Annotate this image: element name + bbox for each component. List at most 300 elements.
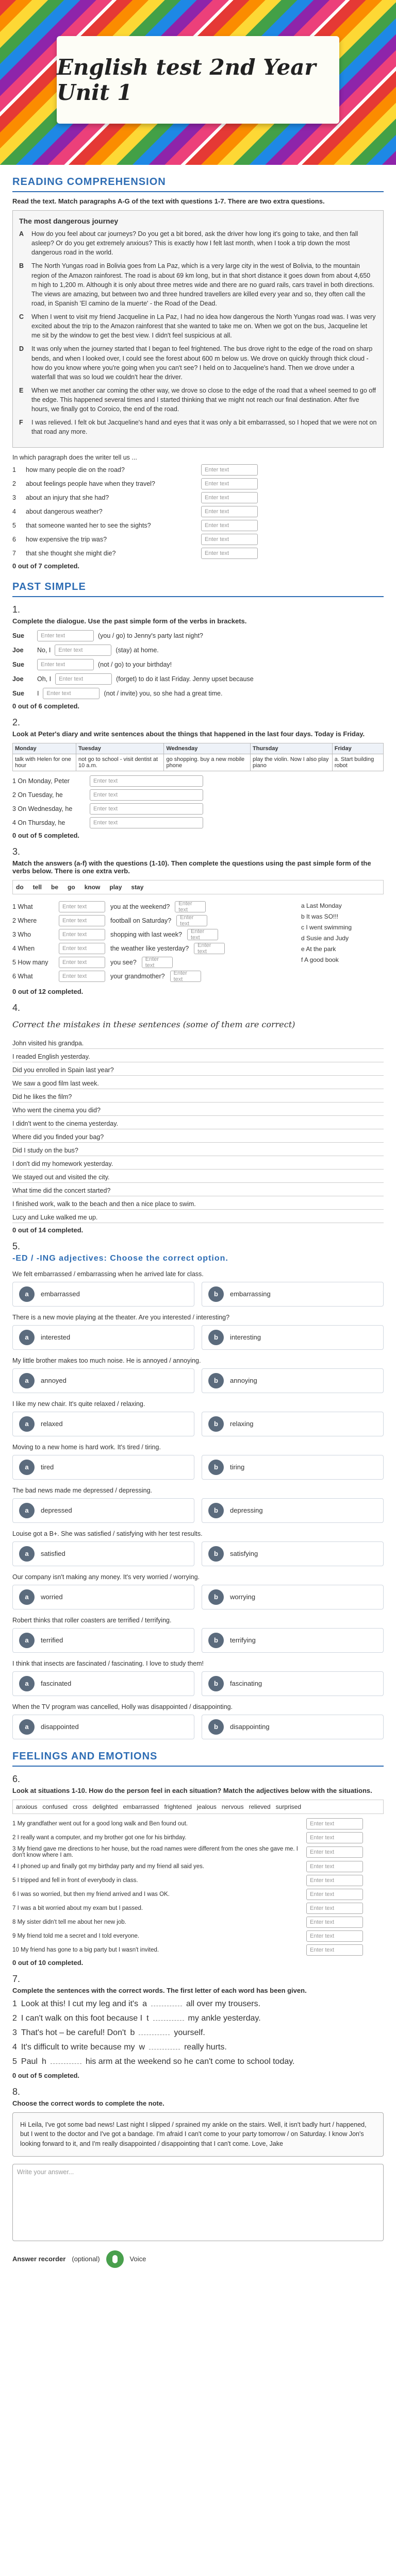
title-card [57,36,339,124]
blank-input[interactable] [153,2020,184,2021]
answer-input[interactable]: Enter text [59,929,105,940]
choice-option-a[interactable] [12,1715,194,1739]
handwriting-line[interactable]: I didn't went to the cinema yesterday. [12,1116,384,1129]
answer-input[interactable]: Enter text [37,630,94,641]
dialog-text: Oh, I [37,675,52,683]
option-text: satisfied [41,1550,65,1557]
table-cell: not go to school - visit dentist at 10 a.m. [76,754,164,771]
handwriting-line[interactable]: Did you enrolled in Spain last year? [12,1062,384,1076]
item-text: 2 On Tuesday, he [12,791,63,799]
paragraph-letter: B [19,262,24,270]
handwriting-line[interactable]: What time did the concert started? [12,1183,384,1196]
speaker: Sue [12,689,24,697]
table-cell: go shopping. buy a new mobile phone [164,754,251,771]
paragraph [19,344,377,382]
sentence-number: 3 [12,2028,17,2037]
sentence-text: all over my trousers. [186,1999,261,2008]
situation-text: 3 My friend gave me directions to her house, but the road names were different from the ones she gave me. I don't know where I am. [12,1845,299,1858]
answer-input[interactable]: Enter text [59,943,105,954]
answer-input[interactable]: Enter text [59,901,105,912]
question-end: your grandmother? [110,972,165,980]
situation-row [12,1846,384,1858]
dialog-text: (not / go) to your birthday! [98,660,172,668]
situation-row [12,1818,384,1829]
choice-option-b[interactable] [202,1585,384,1609]
question-row [12,478,384,489]
divider [12,191,384,192]
word: know [84,883,101,891]
dialog-text: (not / invite) you, so she had a great time. [104,689,223,697]
option-text: tired [41,1463,54,1471]
page-title: English test 2nd Year Unit 1 [57,55,316,105]
paragraph [19,312,377,340]
situation-text: 8 My sister didn't tell me about her new job. [12,1919,126,1925]
adjective: cross [73,1803,88,1810]
exercise-number: 8. [12,2086,21,2097]
sentence-number: 1 [12,1999,17,2008]
exercise-number: 2. [12,717,21,727]
choice-option-b[interactable] [202,1325,384,1350]
question-end: you at the weekend? [110,903,170,910]
choice-group [12,1412,384,1436]
question-end: shopping with last week? [110,930,182,938]
sentence-number: 4 [12,2042,17,2052]
handwriting-line[interactable]: We saw a good film last week. [12,1076,384,1089]
situation-row [12,1944,384,1956]
answer-input[interactable]: Enter text [59,957,105,968]
section-past-title: PAST SIMPLE [12,581,86,592]
exercise-number: 5. [12,1241,21,1251]
choice-option-b[interactable] [202,1671,384,1696]
option-badge: b [208,1330,224,1345]
choice-option-a[interactable] [12,1412,194,1436]
answer-option: e At the park [301,945,336,953]
table-header: Monday [13,743,76,754]
question-number: 3 [12,494,16,501]
situation-text: 7 I was a bit worried about my exam but I passed. [12,1905,143,1911]
handwriting-line[interactable]: Who went the cinema you did? [12,1103,384,1116]
exercise-number: 1. [12,604,21,615]
sentence-text: Paul [21,2057,38,2066]
answer-input[interactable]: Enter text [90,817,203,828]
past4-title: Correct the mistakes in these sentences (some of them are correct) [12,1019,295,1029]
choice-question: There is a new movie playing at the theater. Are you interested / interesting? [12,1313,230,1321]
answer-option: b It was SO!!! [301,912,339,920]
question-end: football on Saturday? [110,917,172,924]
option-badge: b [208,1286,224,1302]
dialog-text: (forget) to do it last Friday. Jenny upset because [116,675,254,683]
sentence-text: It's difficult to write because my [21,2042,135,2052]
reading-score: 0 out of 7 completed. [12,562,80,570]
speaker: Joe [12,646,24,654]
question-text: how expensive the trip was? [26,535,107,543]
dialog-text: (stay) at home. [116,646,159,654]
choice-option-a[interactable] [12,1585,194,1609]
option-text: fascinating [230,1680,262,1687]
answer-input[interactable]: Enter text [306,1832,363,1843]
voice-label: Voice [129,2255,146,2263]
handwriting-line[interactable]: I don't did my homework yesterday. [12,1156,384,1170]
sentence-number: 2 [12,2013,17,2023]
word: do [16,883,24,891]
question-text: about feelings people have when they travel? [26,480,155,487]
situation-text: 9 My friend told me a secret and I told everyone. [12,1933,140,1939]
choice-group [12,1671,384,1696]
answer-input[interactable]: Enter text [201,548,258,559]
choice-option-a[interactable] [12,1368,194,1393]
choice-option-a[interactable] [12,1325,194,1350]
situation-text: 5 I tripped and fell in front of everybody in class. [12,1877,138,1884]
first-letter: w [139,2042,145,2052]
paragraph-text: When we met another car coming the other way, we drove so close to the edge of the road that a wheel seemed to go off the edge. This happened several times and I started thinking that we might not reach our final destination. After five hours, we finally got to Coroico, the end of the road. [31,386,376,413]
answer-input[interactable]: Enter text [55,645,111,656]
dialog-line [12,630,384,641]
question-number: 6 [12,535,16,543]
adjective: frightened [164,1803,192,1810]
answer-input[interactable]: Enter text [201,492,258,503]
choice-group [12,1368,384,1393]
option-text: annoyed [41,1377,67,1384]
choice-option-a[interactable] [12,1541,194,1566]
answer-input[interactable]: Enter text [175,901,206,912]
dialog-line [12,673,384,685]
section-ed-ing-title: -ED / -ING adjectives: Choose the correct option. [12,1253,228,1263]
option-badge: a [19,1589,35,1605]
past3-score: 0 out of 12 completed. [12,987,84,995]
choice-option-b[interactable] [202,1628,384,1653]
option-badge: a [19,1676,35,1691]
diary-item [12,789,384,801]
paragraph-letter: C [19,313,24,320]
option-badge: b [208,1460,224,1475]
question-row [12,534,384,545]
option-badge: b [208,1373,224,1388]
answer-input[interactable]: Enter text [306,1846,363,1858]
question-number: 5 [12,521,16,529]
adjective-bank [12,1800,384,1814]
sentence-text: his arm at the weekend so he can't come to school today. [85,2057,295,2066]
answer-input[interactable]: Enter text [306,1818,363,1829]
sentence [12,2057,384,2066]
choice-question: My little brother makes too much noise. He is annoyed / annoying. [12,1357,201,1364]
option-text: depressing [230,1506,263,1514]
choice-question: I think that insects are fascinated / fascinating. I love to study them! [12,1659,204,1667]
option-badge: a [19,1503,35,1518]
handwriting-line[interactable]: I readed English yesterday. [12,1049,384,1062]
section-reading-title: READING COMPREHENSION [12,176,166,188]
question-row [12,915,291,926]
choice-question: I like my new chair. It's quite relaxed / relaxing. [12,1400,145,1408]
choice-option-a[interactable] [12,1455,194,1480]
choice-option-b[interactable] [202,1498,384,1523]
dialog-line [12,659,384,670]
choice-question: We felt embarrassed / embarrassing when he arrived late for class. [12,1270,204,1278]
choice-option-b[interactable] [202,1282,384,1307]
option-text: worried [41,1593,63,1601]
choice-group [12,1498,384,1523]
paragraph [19,386,377,414]
option-text: tiring [230,1463,245,1471]
answer-input[interactable]: Enter text [201,506,258,517]
table-header: Thursday [250,743,332,754]
option-text: satisfying [230,1550,258,1557]
past2-score: 0 out of 5 completed. [12,831,80,839]
option-text: embarrassing [230,1290,271,1298]
answer-input[interactable]: Enter text [176,915,207,926]
answer-input[interactable]: Enter text [59,915,105,926]
diary-item [12,775,384,787]
sentence-text: my ankle yesterday. [188,2013,261,2023]
diary-item [12,817,384,828]
handwriting-line[interactable]: John visited his grandpa. [12,1036,384,1049]
paragraph-text: It was only when the journey started that I began to feel frightened. The bus drove right to the edge of the road on sharp bends, and when I looked over, I could see the forest about 600 m below us. We drove on quickly through thick cloud - how do you know where you're going when you can't see? I held on to Jacqueline's hand. Then we drove under a waterfall that was so loud we couldn't hear the driver. [31,345,373,381]
choice-option-a[interactable] [12,1498,194,1523]
choice-option-b[interactable] [202,1412,384,1436]
option-text: depressed [41,1506,72,1514]
option-text: embarrassed [41,1290,80,1298]
blank-input[interactable] [51,2063,81,2064]
answer-recorder [12,2250,384,2268]
answer-input[interactable]: Enter text [201,478,258,489]
answer-input[interactable]: Enter text [59,971,105,982]
answer-input[interactable]: Enter text [55,673,112,685]
table-header: Wednesday [164,743,251,754]
sentence-text: That's hot – be careful! Don't [21,2028,126,2037]
past3-instruction: Match the answers (a-f) with the questions (1-10). Then complete the questions using the past simple form of the verbs below. There is one extra verb. [12,859,371,875]
question-row [12,506,384,517]
choice-group [12,1715,384,1739]
answer-input[interactable]: Enter text [90,789,203,801]
handwriting-line[interactable]: I finished work, walk to the beach and then a nice place to swim. [12,1196,384,1210]
sentence-text: yourself. [174,2028,205,2037]
question-start: 4 When [12,944,35,952]
answer-input[interactable]: Enter text [142,957,173,968]
situation-text: 6 I was so worried, but then my friend arrived and I was OK. [12,1891,170,1897]
answer-input[interactable]: Enter text [170,971,201,982]
question-text: about dangerous weather? [26,507,103,515]
answer-input[interactable]: Enter text [187,929,218,940]
past2-instruction: Look at Peter's diary and write sentences about the things that happened in the last four days. Today is Friday. [12,730,365,738]
option-text: disappointed [41,1723,79,1731]
option-badge: a [19,1286,35,1302]
answer-input[interactable]: Enter text [201,520,258,531]
situation-text: 2 I really want a computer, and my brother got one for his birthday. [12,1834,187,1841]
sentence-text: Look at this! I cut my leg and it's [21,1999,139,2008]
question-row [12,943,291,954]
match-instruction: In which paragraph does the writer tell us ... [12,453,137,461]
question-end: you see? [110,958,137,966]
option-badge: a [19,1330,35,1345]
option-badge: b [208,1416,224,1432]
option-badge: b [208,1676,224,1691]
question-end: the weather like yesterday? [110,944,189,952]
past4-score: 0 out of 14 completed. [12,1226,84,1234]
choice-option-a[interactable] [12,1671,194,1696]
item-text: 1 On Monday, Peter [12,777,70,785]
question-start: 6 What [12,972,33,980]
answer-input[interactable]: Enter text [194,943,225,954]
answer-option: d Susie and Judy [301,934,349,942]
sentence [12,2014,384,2023]
option-text: worrying [230,1593,256,1601]
diary-item [12,803,384,815]
answer-option: a Last Monday [301,902,342,909]
dialog-text: No, I [37,646,51,654]
question-row [12,957,291,968]
question-row [12,971,291,982]
choice-group [12,1325,384,1350]
exercise-number: 4. [12,1002,21,1013]
situation-row [12,1930,384,1942]
handwriting-line[interactable]: Where did you finded your bag? [12,1129,384,1143]
feel6-score: 0 out of 10 completed. [12,1958,84,1967]
sentence [12,1999,384,2009]
word: tell [32,883,42,891]
choice-option-b[interactable] [202,1541,384,1566]
word: be [51,883,59,891]
past1-score: 0 out of 6 completed. [12,702,80,710]
choice-option-a[interactable] [12,1628,194,1653]
question-start: 3 Who [12,930,31,938]
answer-input[interactable]: Enter text [306,1930,363,1942]
adjective: nervous [221,1803,244,1810]
answer-input[interactable]: Enter text [306,1917,363,1928]
dialog-line [12,645,384,656]
section-feelings-title: FEELINGS AND EMOTIONS [12,1750,158,1762]
paragraph-letter: D [19,345,24,353]
speaker: Joe [12,675,24,683]
option-badge: b [208,1546,224,1562]
paragraph-letter: E [19,386,24,394]
dialog-text: I [37,689,39,697]
situation-text: 10 My friend has gone to a big party but I wasn't invited. [12,1946,159,1953]
question-row [12,929,291,940]
handwriting-line[interactable]: We stayed out and visited the city. [12,1170,384,1183]
sentence [12,2043,384,2052]
answer-input[interactable]: Enter text [90,775,203,787]
answer-textarea[interactable]: Write your answer... [12,2164,384,2241]
question-row [12,464,384,476]
situation-row [12,1903,384,1914]
choice-option-b[interactable] [202,1715,384,1739]
choice-question: Our company isn't making any money. It's very worried / worrying. [12,1573,200,1581]
paragraph-text: The North Yungas road in Bolivia goes from La Paz, which is a very large city in the west of Bolivia, to the mountain region of the Amazon rainforest. The road is about 69 km long, but in that short distance it goes down from about 4,650 m high to 1,200 m. Although it is only about three metres wide and there are no guard rails, cars travel in both directions. The views are amazing, but between two and three hundred travellers are killed every year and so, they often call the road, in Spanish 'El camino de la muerte' - the Road of the Dead. [31,262,374,307]
word: play [109,883,122,891]
dialog-text: (you / go) to Jenny's party last night? [98,632,203,639]
answer-input[interactable]: Enter text [306,1903,363,1914]
divider [12,1766,384,1767]
situation-row [12,1889,384,1900]
choice-option-b[interactable] [202,1368,384,1393]
question-number: 1 [12,466,16,473]
question-text: that someone wanted her to see the sights? [26,521,151,529]
question-text: how many people die on the road? [26,466,125,473]
exercise-number: 3. [12,846,21,857]
answer-input[interactable]: Enter text [306,1889,363,1900]
answer-input[interactable]: Enter text [306,1944,363,1956]
choice-question: Robert thinks that roller coasters are terrified / terrifying. [12,1616,172,1624]
adjective: surprised [275,1803,301,1810]
question-number: 2 [12,480,16,487]
feel6-instruction: Look at situations 1-10. How do the person feel in each situation? Match the adjectives below with the situations. [12,1786,372,1794]
option-text: relaxing [230,1420,254,1428]
answer-input[interactable]: Enter text [306,1875,363,1886]
answer-input[interactable]: Enter text [201,534,258,545]
first-letter: h [41,2057,46,2066]
question-text: about an injury that she had? [26,494,109,501]
question-number: 4 [12,507,16,515]
question-row [12,520,384,531]
paragraph-text: When I went to visit my friend Jacqueline in La Paz, I had no idea how dangerous the North Yungas road was. I was very excited about the trip to the Amazon rainforest that she wanted to take me on. When we got on the bus, Jacqueline let me sit by the window to get the best view. I didn't feel suspicious at all. [31,313,376,340]
recorder-label: Answer recorder [12,2255,66,2263]
feel8-instruction: Choose the correct words to complete the note. [12,2099,164,2107]
question-start: 1 What [12,903,33,910]
situation-text: 1 My grandfather went out for a good long walk and Ben found out. [12,1820,188,1827]
option-badge: a [19,1546,35,1562]
reading-text [12,210,384,448]
microphone-icon[interactable] [106,2250,124,2268]
worksheet [0,176,396,2268]
first-letter: b [130,2028,135,2037]
word-bank [12,880,384,894]
adjective: delighted [92,1803,118,1810]
answer-input[interactable]: Enter text [90,803,203,815]
sentence-text: I can't walk on this foot because I [21,2013,143,2023]
option-text: annoying [230,1377,257,1384]
handwriting-line[interactable]: Did he likes the film? [12,1089,384,1103]
question-number: 7 [12,549,16,557]
choice-option-b[interactable] [202,1455,384,1480]
choice-group [12,1585,384,1609]
answer-input[interactable]: Enter text [306,1861,363,1872]
answer-option: c I went swimming [301,923,352,931]
situation-row [12,1917,384,1928]
situation-row [12,1861,384,1872]
table-cell: a. Start building robot [332,754,383,771]
answer-input[interactable]: Enter text [201,464,258,476]
choice-question: Louise got a B+. She was satisfied / satisfying with her test results. [12,1530,203,1537]
handwriting-line[interactable]: Did I study on the bus? [12,1143,384,1156]
adjective: anxious [16,1803,38,1810]
sentence-number: 5 [12,2057,17,2066]
option-text: interesting [230,1333,261,1341]
table-cell: play the violin. Now I also play piano [250,754,332,771]
paragraph [19,229,377,257]
option-badge: b [208,1503,224,1518]
answer-input[interactable]: Enter text [37,659,94,670]
situation-text: 4 I phoned up and finally got my birthday party and my friend all said yes. [12,1863,205,1870]
reading-title: The most dangerous journey [19,217,119,225]
handwriting-line[interactable]: Lucy and Luke walked me up. [12,1210,384,1223]
paragraph-letter: A [19,230,24,238]
option-badge: a [19,1719,35,1735]
answer-input[interactable]: Enter text [43,688,100,699]
choice-group [12,1541,384,1566]
item-text: 3 On Wednesday, he [12,805,73,812]
choice-group [12,1455,384,1480]
feel7-instruction: Complete the sentences with the correct words. The first letter of each word has been given. [12,1986,307,1994]
question-row [12,901,291,912]
choice-option-a[interactable] [12,1282,194,1307]
question-start: 5 How many [12,958,48,966]
paragraph [19,418,377,436]
paragraph-text: I was relieved. I felt ok but Jacqueline's hand and eyes that it was only a bit embarrassed, so I hoped that we were not on that road any more. [31,419,377,436]
first-letter: a [142,1999,147,2008]
table-cell: talk with Helen for one hour [13,754,76,771]
feel7-score: 0 out of 5 completed. [12,2071,80,2079]
reading-instruction: Read the text. Match paragraphs A-G of the text with questions 1-7. There are two extra questions. [12,197,325,205]
option-badge: b [208,1633,224,1648]
